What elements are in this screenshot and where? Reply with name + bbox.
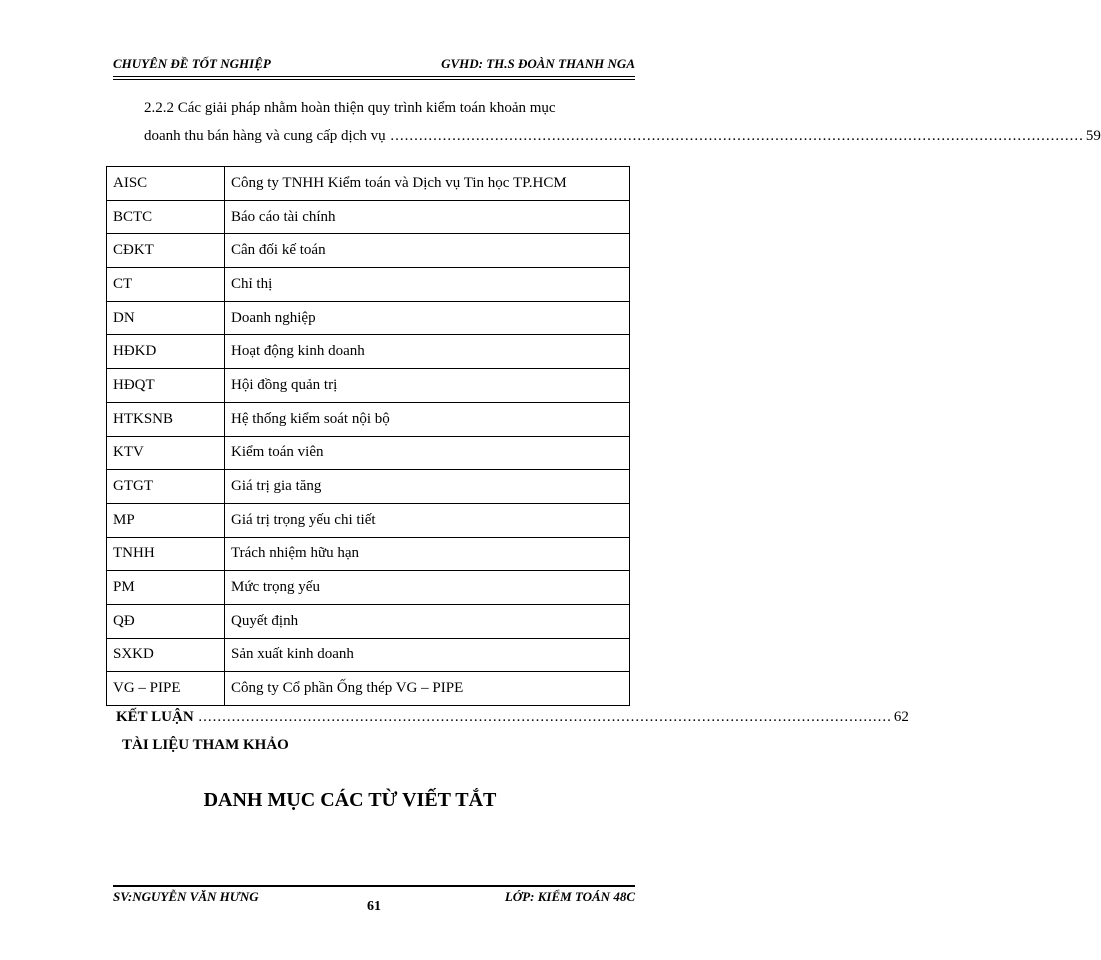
- conclusion-label: KẾT LUẬN: [116, 709, 194, 725]
- meaning-cell: Cân đối kế toán: [225, 234, 630, 268]
- abbreviation-cell: MP: [107, 503, 225, 537]
- abbreviation-table: [106, 166, 630, 706]
- table-row: [107, 638, 630, 672]
- header-left: CHUYÊN ĐỀ TỐT NGHIỆP: [113, 56, 271, 71]
- page-footer: [113, 889, 635, 929]
- table-row: [107, 268, 630, 302]
- page-header: [113, 54, 635, 76]
- page-title: DANH MỤC CÁC TỪ VIẾT TẮT: [203, 789, 497, 811]
- abbreviation-cell: PM: [107, 571, 225, 605]
- toc-references: TÀI LIỆU THAM KHẢO: [122, 737, 289, 753]
- toc-entry-text: doanh thu bán hàng và cung cấp dịch vụ: [144, 128, 386, 144]
- meaning-cell: Hệ thống kiểm soát nội bộ: [225, 402, 630, 436]
- abbreviation-cell: KTV: [107, 436, 225, 470]
- table-row: [107, 402, 630, 436]
- meaning-cell: Mức trọng yếu: [225, 571, 630, 605]
- toc-leader-dots: ..................................................................................................................................................: [193, 709, 892, 725]
- abbreviation-cell: QĐ: [107, 604, 225, 638]
- meaning-cell: Công ty TNHH Kiểm toán và Dịch vụ Tin học TP.HCM: [225, 167, 630, 201]
- meaning-cell: Quyết định: [225, 604, 630, 638]
- meaning-cell: Công ty Cổ phần Ống thép VG – PIPE: [225, 672, 630, 706]
- header-rule: [113, 76, 635, 80]
- table-row: [107, 470, 630, 504]
- conclusion-page: 62: [893, 709, 909, 725]
- toc-entry-page: 59: [1085, 128, 1101, 144]
- meaning-cell: Trách nhiệm hữu hạn: [225, 537, 630, 571]
- table-row: [107, 335, 630, 369]
- header-right: GVHD: TH.S ĐOÀN THANH NGA: [441, 56, 635, 71]
- table-row: [107, 234, 630, 268]
- toc-entry-line1: 2.2.2 Các giải pháp nhằm hoàn thiện quy trình kiểm toán khoản mục: [144, 100, 556, 116]
- abbreviation-cell: HĐKD: [107, 335, 225, 369]
- abbreviation-cell: SXKD: [107, 638, 225, 672]
- meaning-cell: Báo cáo tài chính: [225, 200, 630, 234]
- table-row: [107, 436, 630, 470]
- table-row: [107, 200, 630, 234]
- footer-rule: [113, 885, 635, 887]
- toc-leader-dots: ..................................................................................................................................................: [385, 128, 1084, 144]
- abbreviation-cell: CĐKT: [107, 234, 225, 268]
- table-row: [107, 167, 630, 201]
- footer-left: SV:NGUYỄN VĂN HƯNG: [113, 889, 259, 904]
- table-row: [107, 301, 630, 335]
- table-row: [107, 672, 630, 706]
- page-number: 61: [367, 899, 381, 914]
- table-row: [107, 537, 630, 571]
- meaning-cell: Chỉ thị: [225, 268, 630, 302]
- meaning-cell: Giá trị trọng yếu chi tiết: [225, 503, 630, 537]
- meaning-cell: Kiểm toán viên: [225, 436, 630, 470]
- meaning-cell: Giá trị gia tăng: [225, 470, 630, 504]
- abbreviation-cell: VG – PIPE: [107, 672, 225, 706]
- meaning-cell: Hoạt động kinh doanh: [225, 335, 630, 369]
- footer-right: LỚP: KIỂM TOÁN 48C: [504, 889, 635, 904]
- table-row: [107, 503, 630, 537]
- table-row: [107, 369, 630, 403]
- abbreviation-cell: DN: [107, 301, 225, 335]
- table-row: [107, 604, 630, 638]
- abbreviation-cell: CT: [107, 268, 225, 302]
- abbreviation-table-body: [107, 167, 630, 706]
- abbreviation-cell: GTGT: [107, 470, 225, 504]
- toc-conclusion: [116, 707, 909, 727]
- meaning-cell: Doanh nghiệp: [225, 301, 630, 335]
- table-row: [107, 571, 630, 605]
- abbreviation-cell: TNHH: [107, 537, 225, 571]
- meaning-cell: Sản xuất kinh doanh: [225, 638, 630, 672]
- abbreviation-cell: HTKSNB: [107, 402, 225, 436]
- abbreviation-cell: HĐQT: [107, 369, 225, 403]
- meaning-cell: Hội đồng quản trị: [225, 369, 630, 403]
- toc-entry-line2: [144, 126, 1101, 146]
- abbreviation-cell: AISC: [107, 167, 225, 201]
- abbreviation-cell: BCTC: [107, 200, 225, 234]
